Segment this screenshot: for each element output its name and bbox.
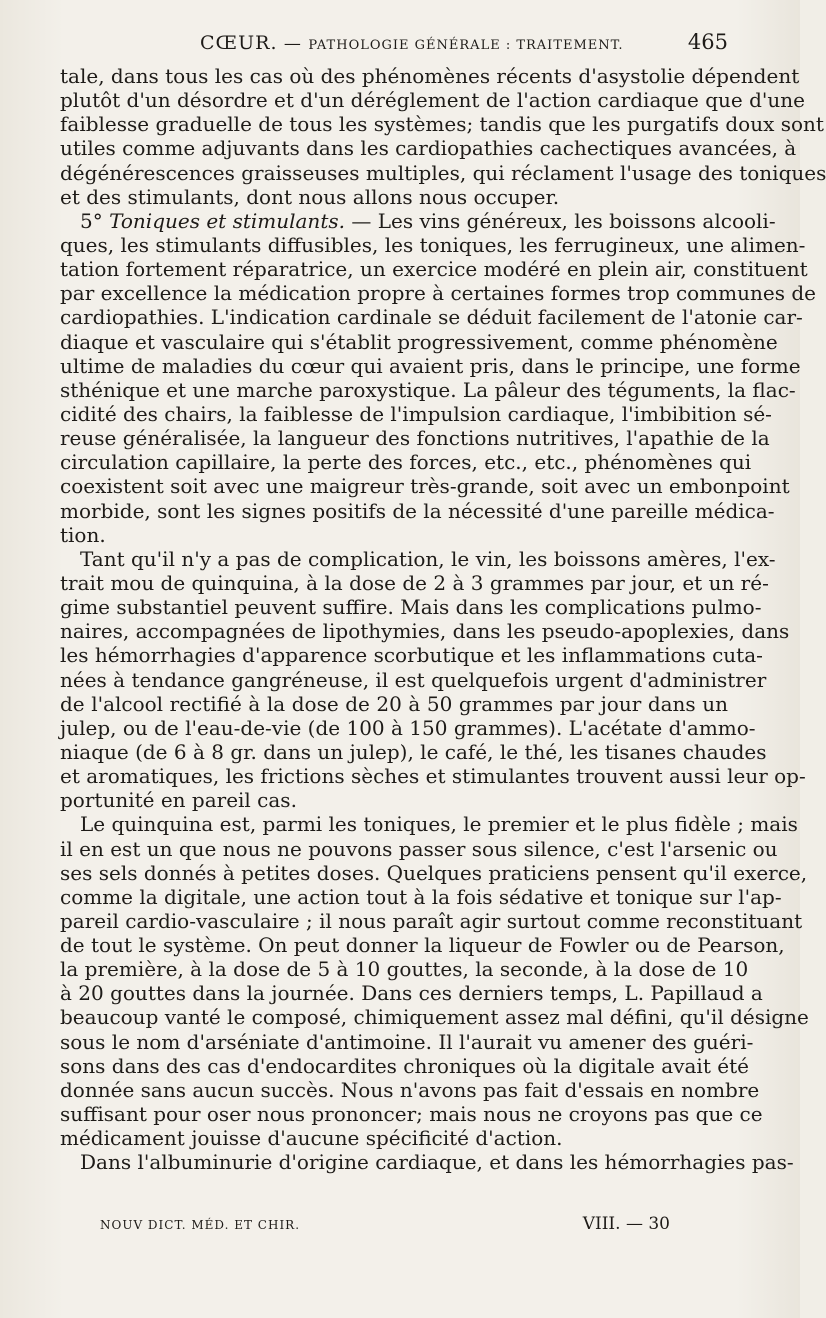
text-line: il en est un que nous ne pouvons passer sous silence, c'est l'arsenic ou [60, 836, 778, 861]
text-line: tation fortement réparatrice, un exercice modéré en plein air, constituent [60, 257, 808, 282]
page-footer [100, 1214, 670, 1238]
text-line: portunité en pareil cas. [60, 788, 297, 813]
text-line: utiles comme adjuvants dans les cardiopathies cachectiques avancées, à [60, 136, 797, 161]
running-title-separator: — [283, 34, 302, 54]
text-line [60, 208, 776, 233]
text-line-prefix: 5° [80, 208, 110, 233]
text-line-rest: — Les vins généreux, les boissons alcooli- [344, 208, 776, 233]
section-heading-italic: Toniques et stimulants. [109, 208, 345, 233]
text-line: tion. [60, 522, 106, 547]
text-line: gime substantiel peuvent suffire. Mais dans les complications pulmo- [60, 595, 762, 620]
text-line: morbide, sont les signes positifs de la nécessité d'une pareille médica- [60, 498, 775, 523]
text-line: reuse généralisée, la langueur des fonctions nutritives, l'apathie de la [60, 426, 770, 451]
text-line: sous le nom d'arséniate d'antimoine. Il l'aurait vu amener des guéri- [60, 1029, 754, 1054]
text-line: ques, les stimulants diffusibles, les toniques, les ferrugineux, une alimen- [60, 232, 806, 257]
text-line: comme la digitale, une action tout à la fois sédative et tonique sur l'ap- [60, 884, 782, 909]
volume-mark: VIII. — 30 [582, 1214, 670, 1234]
text-line: nées à tendance gangréneuse, il est quelquefois urgent d'administrer [60, 667, 767, 692]
text-line: suffisant pour oser nous prononcer; mais nous ne croyons pas que ce [60, 1102, 763, 1127]
text-line: les hémorrhagies d'apparence scorbutique et les inflammations cuta- [60, 643, 763, 668]
text-line: et aromatiques, les frictions sèches et stimulantes trouvent aussi leur op- [60, 764, 806, 789]
running-title [200, 32, 624, 54]
text-line: ultime de maladies du cœur qui avaient pris, dans le principe, une forme [60, 353, 801, 378]
text-line: de l'alcool rectifié à la dose de 20 à 50 grammes par jour dans un [60, 691, 728, 716]
signature-mark: NOUV DICT. MÉD. ET CHIR. [100, 1218, 301, 1232]
text-line: plutôt d'un désordre et d'un déréglement de l'action cardiaque que d'une [60, 88, 806, 113]
text-line: beaucoup vanté le composé, chimiquement assez mal défini, qu'il désigne [60, 1005, 809, 1030]
text-line: naires, accompagnées de lipothymies, dans les pseudo-apoplexies, dans [60, 619, 790, 644]
running-header [60, 30, 728, 58]
running-title-sub: PATHOLOGIE GÉNÉRALE : TRAITEMENT. [308, 38, 624, 53]
text-line: cidité des chairs, la faiblesse de l'impulsion cardiaque, l'imbibition sé- [60, 401, 772, 426]
running-title-main: CŒUR. [200, 32, 278, 54]
text-line: cardiopathies. L'indication cardinale se déduit facilement de l'atonie car- [60, 305, 803, 330]
text-line: la première, à la dose de 5 à 10 gouttes, la seconde, à la dose de 10 [60, 957, 749, 982]
text-line: ses sels donnés à petites doses. Quelques praticiens pensent qu'il exerce, [60, 860, 808, 885]
text-line: par excellence la médication propre à certaines formes trop communes de [60, 281, 817, 306]
text-line: sthénique et une marche paroxystique. La pâleur des téguments, la flac- [60, 377, 796, 402]
text-line: Le quinquina est, parmi les toniques, le premier et le plus fidèle ; mais [80, 812, 798, 837]
text-line: diaque et vasculaire qui s'établit progressivement, comme phénomène [60, 329, 778, 354]
text-line: circulation capillaire, la perte des forces, etc., etc., phénomènes qui [60, 450, 752, 475]
text-line: trait mou de quinquina, à la dose de 2 à 3 grammes par jour, et un ré- [60, 570, 769, 595]
text-line: julep, ou de l'eau-de-vie (de 100 à 150 grammes). L'acétate d'ammo- [60, 715, 756, 740]
text-line: donnée sans aucun succès. Nous n'avons pas fait d'essais en nombre [60, 1077, 760, 1102]
text-line: et des stimulants, dont nous allons nous occuper. [60, 184, 560, 209]
text-line: à 20 gouttes dans la journée. Dans ces derniers temps, L. Papillaud a [60, 981, 763, 1006]
page-number: 465 [687, 30, 728, 54]
text-line: faiblesse graduelle de tous les systèmes; tandis que les purgatifs doux sont [60, 112, 824, 137]
text-line: tale, dans tous les cas où des phénomènes récents d'asystolie dépendent [60, 64, 800, 88]
text-line: dégénérescences graisseuses multiples, qui réclament l'usage des toniques [60, 160, 826, 185]
text-line: médicament jouisse d'aucune spécificité d'action. [60, 1126, 563, 1151]
body-text [60, 64, 826, 1175]
text-line: de tout le système. On peut donner la liqueur de Fowler ou de Pearson, [60, 933, 785, 958]
text-line: pareil cardio-vasculaire ; il nous paraît agir surtout comme reconstituant [60, 908, 803, 933]
text-line: coexistent soit avec une maigreur très-grande, soit avec un embonpoint [60, 474, 790, 499]
text-line: sons dans des cas d'endocardites chroniques où la digitale avait été [60, 1053, 749, 1078]
text-line: Dans l'albuminurie d'origine cardiaque, et dans les hémorrhagies pas- [80, 1150, 794, 1175]
text-line: niaque (de 6 à 8 gr. dans un julep), le café, le thé, les tisanes chaudes [60, 739, 767, 764]
text-line: Tant qu'il n'y a pas de complication, le vin, les boissons amères, l'ex- [80, 546, 776, 571]
